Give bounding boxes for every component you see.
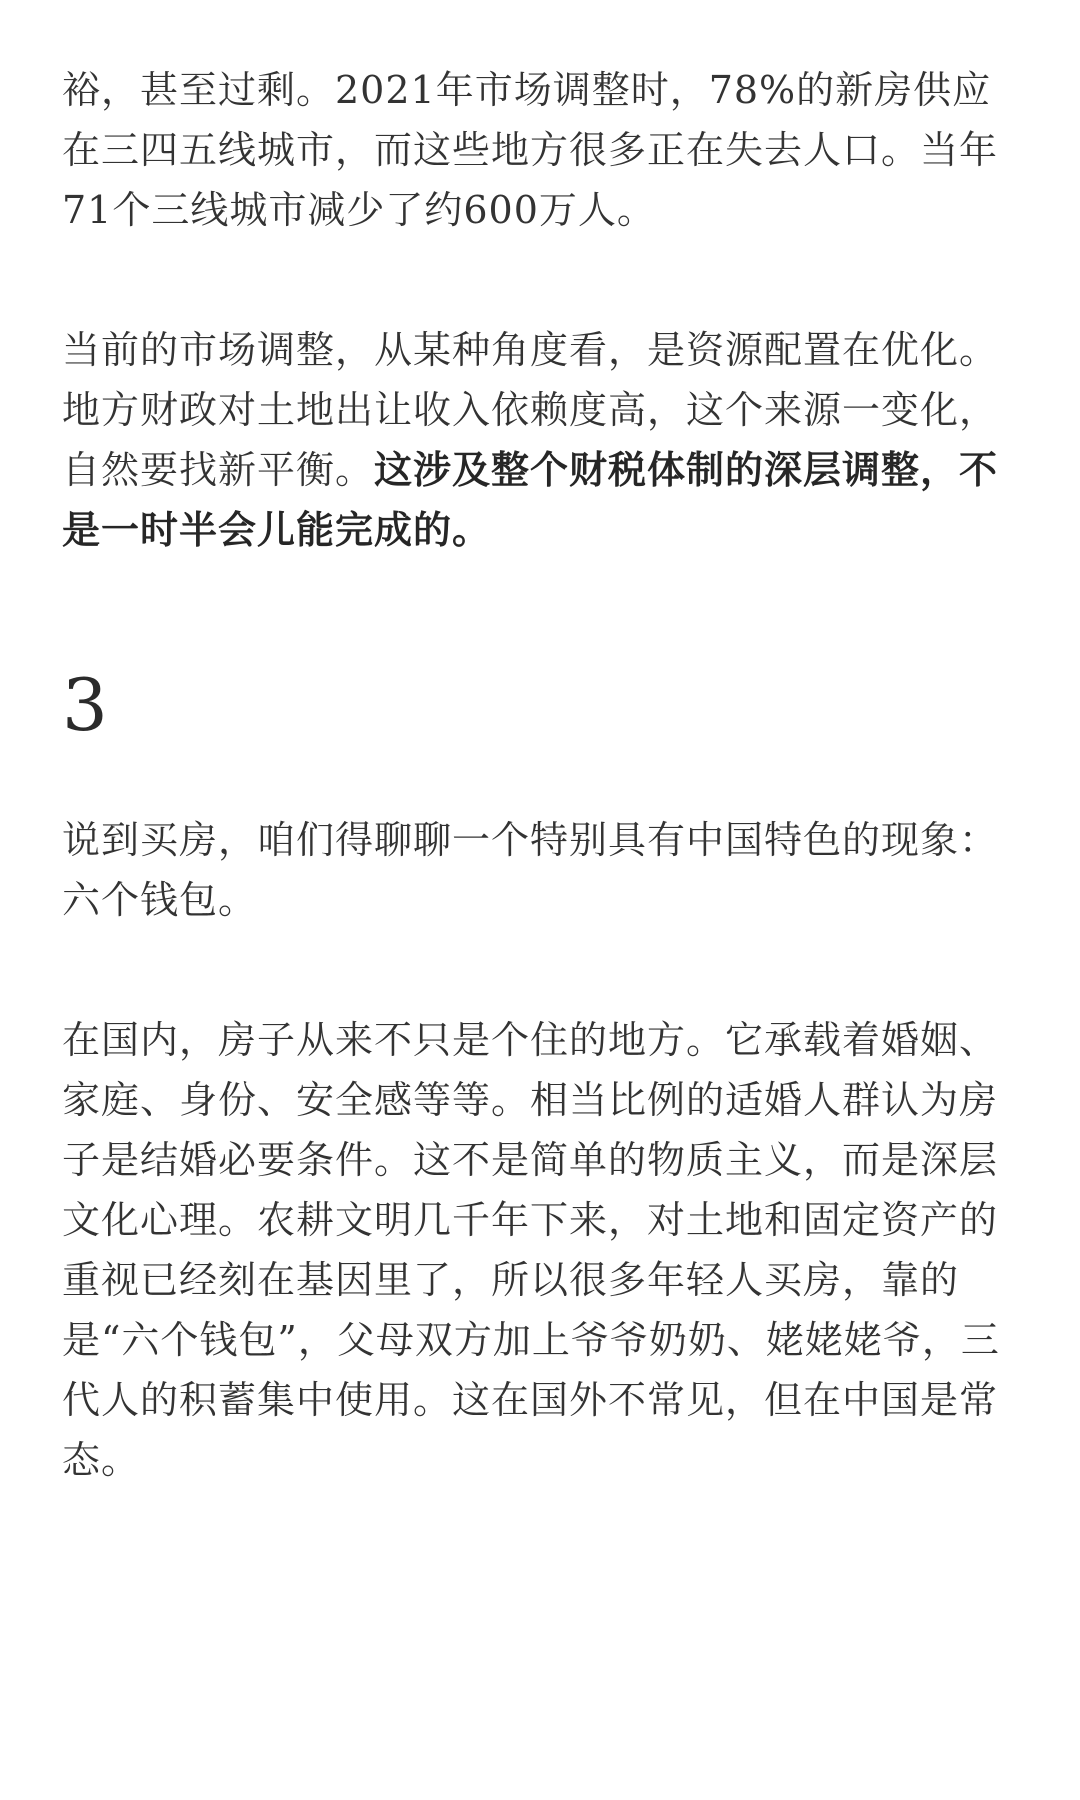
paragraph-six-wallets-intro: 说到买房，咱们得聊聊一个特别具有中国特色的现象：六个钱包。 [62, 818, 999, 922]
bold-emphasis-text: 这涉及整个财税体制的深层调整，不是一时半会儿能完成的。 [62, 447, 999, 552]
article-body [62, 60, 1018, 1490]
section-spacer [62, 750, 1018, 810]
paragraph-housing-culture: 在国内，房子从来不只是个住的地方。它承载着婚姻、家庭、身份、安全感等等。相当比例的适婚人群认为房子是结婚必要条件。这不是简单的物质主义，而是深层文化心理。农耕文明几千年下来，对土地和固定资产的重视已经刻在基因里了，所以很多年轻人买房，靠的是“六个钱包”，父母双方加上爷爷奶奶、姥姥姥爷，三代人的积蓄集中使用。这在国外不常见，但在中国是常态。 [62, 1018, 1000, 1482]
paragraph-housing-oversupply: 裕，甚至过剩。2021年市场调整时，78%的新房供应在三四五线城市，而这些地方很多正在失去人口。当年71个三线城市减少了约600万人。 [62, 68, 999, 232]
paragraph-text: 当前的市场调整，从某种角度看，是资源配置在优化。地方财政对土地出让收入依赖度高，这个来源一变化，自然要找新平衡。 [62, 328, 999, 492]
section-number-heading: 3 [62, 663, 108, 747]
paragraph-market-adjustment [62, 320, 1018, 560]
section-spacer [62, 560, 1018, 660]
paragraph-spacer [62, 930, 1018, 1010]
paragraph-spacer [62, 240, 1018, 320]
